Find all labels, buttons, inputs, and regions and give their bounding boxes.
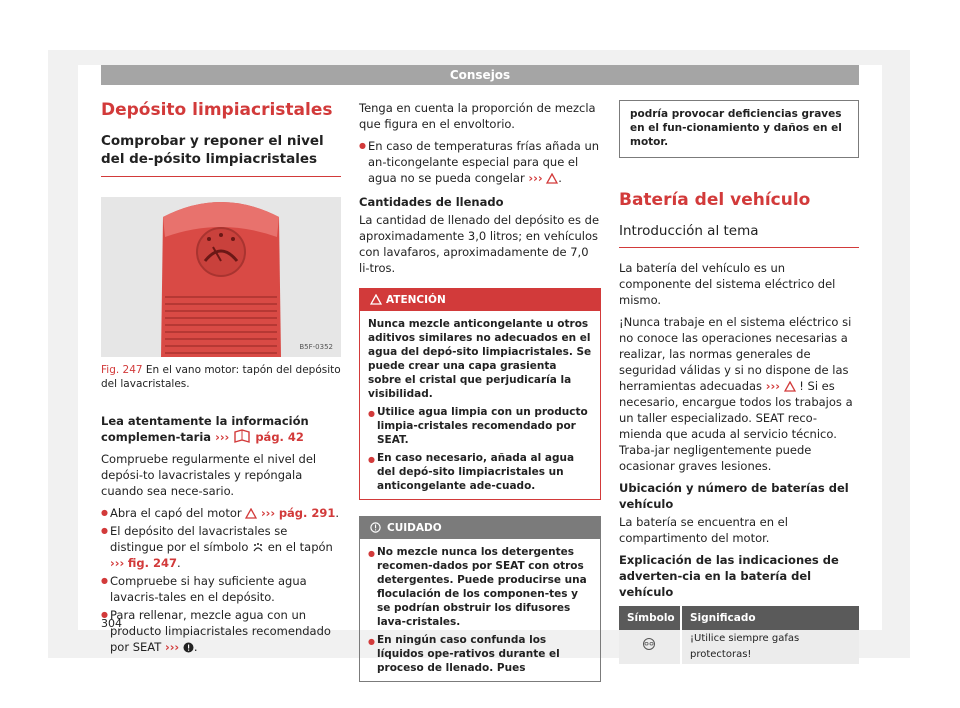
warning-triangle-icon bbox=[546, 173, 558, 184]
lead-page-link[interactable]: pág. 42 bbox=[255, 430, 304, 444]
warning-body bbox=[360, 311, 600, 499]
subtitle-block bbox=[101, 120, 341, 177]
table-header-row bbox=[619, 606, 859, 630]
caution-body bbox=[360, 539, 600, 681]
caution-box-header bbox=[360, 517, 600, 539]
para-fill-quantity: La cantidad de llenado del depósito es de aproximadamente 3,0 litros; en vehículos con lavafaros, aproximadamente de 7,0 li-tros. bbox=[359, 213, 600, 275]
notice-circle-icon bbox=[183, 642, 194, 653]
caution-continued-text: podría provocar deficiencias graves en el fun-cionamiento y daños en el motor. bbox=[630, 108, 842, 148]
warning-box bbox=[359, 288, 601, 500]
table-cell-symbol bbox=[619, 630, 681, 664]
bullet-text: Para rellenar, mezcle agua con un producto limpiacristales recomendado por SEAT bbox=[110, 608, 331, 654]
ref-arrow-icon: ››› bbox=[110, 556, 125, 570]
battery-symbol-table bbox=[619, 606, 859, 664]
subtitle: Comprobar y reponer el nivel del de-pósito limpiacristales bbox=[101, 133, 324, 167]
battery-title: Batería del vehículo bbox=[619, 190, 811, 210]
para-text: ¡Nunca trabaje en el sistema eléctrico si no conoce las operaciones necesarias a realizar, las normas generales de seguridad válidas y si no dispone de las herramientas adecuadas bbox=[619, 315, 852, 393]
warning-item: ● Utilice agua limpia con un producto limpia-cristales recomendado por SEAT. bbox=[368, 405, 592, 447]
ref-arrow-icon: ››› bbox=[260, 506, 276, 520]
battery-warnings-heading: Explicación de las indicaciones de adverten-cia en la batería del vehículo bbox=[619, 553, 839, 599]
washer-fluid-icon bbox=[252, 542, 264, 553]
lead-text: Lea atentamente la información complemen-taria bbox=[101, 414, 309, 444]
bullet-symbol bbox=[101, 523, 341, 571]
caution-box-continued bbox=[619, 100, 859, 158]
fill-quantities-heading: Cantidades de llenado bbox=[359, 195, 504, 209]
para-battery-location: La batería se encuentra en el compartimento del motor. bbox=[619, 515, 788, 545]
warning-triangle-icon bbox=[784, 381, 796, 392]
bullet-antifreeze: ● En caso de temperaturas frías añada un an-ticongelante especial para que el agua no se pueda congelar ››› . bbox=[359, 138, 601, 186]
reservoir-cap-illustration bbox=[101, 197, 341, 357]
para-battery-warning bbox=[619, 314, 859, 474]
link-pag-291[interactable]: pág. 291 bbox=[278, 506, 336, 520]
ref-arrow-icon: ››› bbox=[528, 171, 543, 185]
warning-box-header bbox=[360, 289, 600, 311]
figure-label: Fig. 247 bbox=[101, 364, 143, 376]
bullet-end: . bbox=[335, 506, 340, 520]
table-row bbox=[619, 630, 859, 664]
figure-caption-text: En el vano motor: tapón del depósito del lavacristales. bbox=[101, 364, 341, 390]
bullet-text: en el tapón bbox=[267, 540, 333, 554]
para-mix: Tenga en cuenta la proporción de mezcla que figura en el envoltorio. bbox=[359, 101, 596, 131]
bullet-check-level: ● Compruebe si hay suficiente agua lavacris-tales en el depósito. bbox=[101, 573, 341, 605]
para-check: Compruebe regularmente el nivel del depósi-to lavacristales y repóngala cuando sea nece-sario. bbox=[101, 452, 317, 498]
bullet-text: El depósito del lavacristales se distingue por el símbolo bbox=[110, 524, 288, 554]
figure-247 bbox=[101, 197, 341, 357]
caution-box bbox=[359, 516, 601, 682]
para-text: ! Si es necesario, encargue todos los trabajos a un taller especializado. SEAT reco-mienda que acuda al servicio técnico. Traba-jar negligentemente puede ocasionar graves lesiones. bbox=[619, 379, 853, 473]
column-2 bbox=[359, 100, 601, 692]
table-header-symbol: Símbolo bbox=[619, 606, 681, 630]
caution-title: CUIDADO bbox=[387, 522, 442, 534]
link-fig-247[interactable]: fig. 247 bbox=[127, 556, 178, 570]
table-cell-meaning: ¡Utilice siempre gafas protectoras! bbox=[681, 630, 859, 664]
section-header: Consejos bbox=[101, 65, 859, 85]
warning-triangle-icon bbox=[370, 294, 382, 305]
column-1 bbox=[101, 100, 341, 655]
battery-location-heading: Ubicación y número de baterías del vehículo bbox=[619, 481, 849, 511]
bullet-text: Abra el capó del motor bbox=[110, 506, 242, 520]
bullet-end: . bbox=[177, 556, 181, 570]
warning-intro: Nunca mezcle anticongelante u otros aditivos similares no adecuados en el agua del depó-sito limpiacristales. Se puede crear una capa grasienta sobre el cristal que perjudicaría la visibilidad. bbox=[368, 318, 592, 400]
lead-paragraph bbox=[101, 413, 341, 445]
bullet-refill bbox=[101, 607, 341, 655]
ref-arrow-icon: ››› bbox=[164, 640, 180, 654]
table-header-meaning: Significado bbox=[681, 606, 859, 630]
bullet-text: En caso de temperaturas frías añada un an-ticongelante especial para que el agua no se pueda congelar bbox=[368, 139, 600, 185]
ref-arrow-icon: ››› bbox=[215, 430, 230, 444]
column-3 bbox=[619, 100, 859, 664]
safety-goggles-icon bbox=[642, 638, 656, 650]
figure-caption bbox=[101, 363, 341, 391]
warning-triangle-icon bbox=[245, 508, 257, 519]
warning-item: ● En caso necesario, añada al agua del depó-sito limpiacristales un anticongelante ade-cuado. bbox=[368, 451, 592, 493]
caution-circle-icon bbox=[370, 522, 381, 533]
caution-item: ● En ningún caso confunda los líquidos ope-rativos durante el proceso de llenado. Pues bbox=[368, 633, 592, 675]
page-number: 304 bbox=[101, 617, 122, 630]
para-battery-intro: La batería del vehículo es un componente del sistema eléctrico del mismo. bbox=[619, 261, 836, 307]
bullet-end: . bbox=[193, 640, 198, 654]
battery-subtitle: Introducción al tema bbox=[619, 223, 759, 239]
bullet-open-hood bbox=[101, 505, 341, 521]
section-title: Depósito limpiacristales bbox=[101, 100, 333, 120]
ref-arrow-icon: ››› bbox=[765, 379, 780, 393]
figure-code: B5F-0352 bbox=[299, 343, 333, 351]
battery-subtitle-block bbox=[619, 210, 859, 248]
caution-item: ● No mezcle nunca los detergentes recomen-dados por SEAT con otros detergentes. Puede producirse una floculación de los componen-tes y se podrían obstruir los difusores lava-cristales. bbox=[368, 545, 592, 629]
book-icon bbox=[233, 429, 251, 443]
warning-title: ATENCIÓN bbox=[386, 294, 446, 306]
